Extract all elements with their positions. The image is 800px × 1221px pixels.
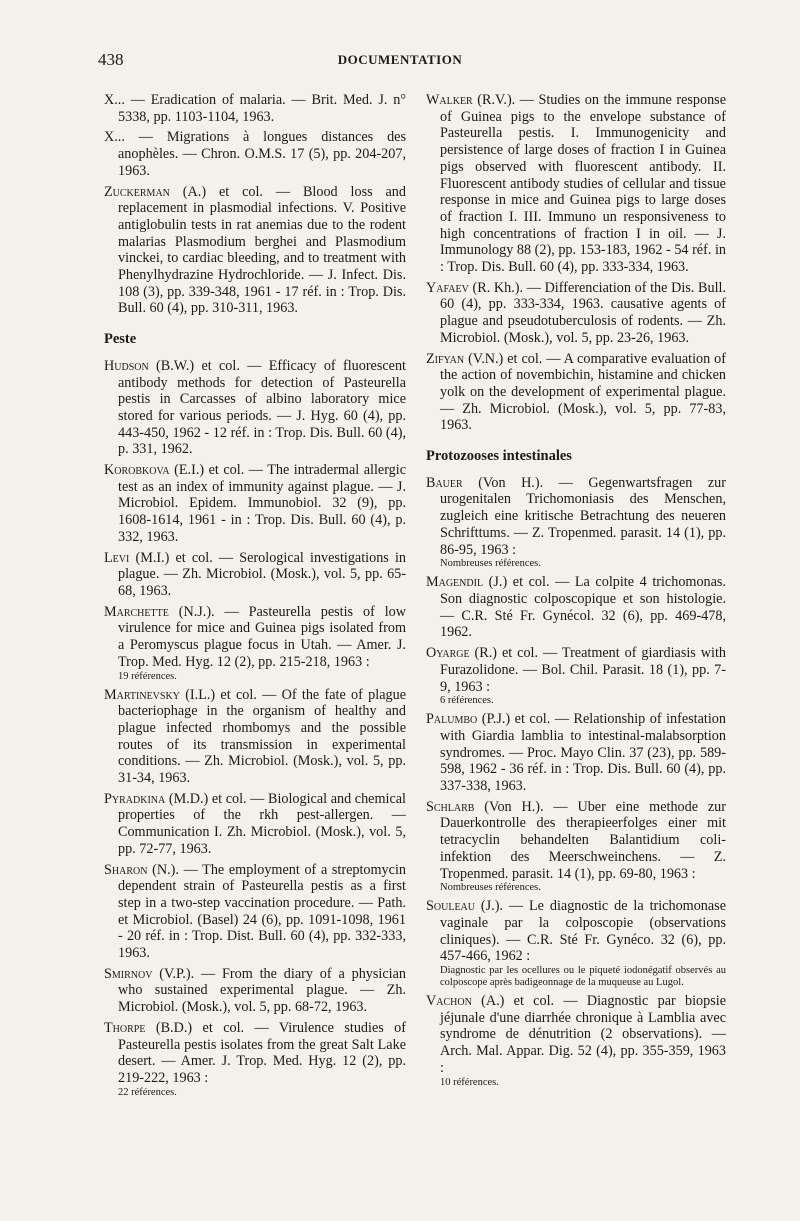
- entry-author: Walker: [426, 92, 473, 108]
- entry-text: (R.V.). — Studies on the immune response of Guinea pigs to the envelope substance of Pasteurella pestis. I. Immunogenicity and persistence of large doses of fraction I in Guinea pigs observed with fluorescent antibody. II. Fluorescent antibody studies of cellular and tissue response in mice and Guinea pigs to large doses of fraction I. III. Immuno un responsiveness to high concentrations of fraction I in oil. — J. Immunology 88 (2), pp. 153-183, 1962 - 54 réf. in : Trop. Dis. Bull. 60 (4), pp. 333-334, 1963.: [440, 92, 726, 276]
- section-heading-peste: Peste: [104, 331, 137, 348]
- entry-author: Magendil: [426, 574, 484, 591]
- entry-text: (P.J.) et col. — Relationship of infestation with Giardia lamblia to intestinal-malabsorption syndromes. — Proc. Mayo Clin. 37 (23), pp. 589-598, 1962 - 36 réf. in : Trop. Dis. Bull. 60 (4), pp. 337-338, 1963.: [440, 711, 726, 795]
- entry-author: Zifyan: [426, 350, 465, 367]
- section-heading-protozooses: Protozooses intestinales: [426, 448, 572, 465]
- bibliography-entry: [104, 184, 406, 318]
- bibliography-entry: [104, 129, 406, 179]
- bibliography-entry: [104, 550, 406, 600]
- entry-note: Nombreuses références.: [440, 882, 541, 894]
- entry-text: (Von H.). — Uber eine methode zur Dauerkontrolle des therapieerfolges einer mit tetracyclin behandelten Balantidium coli-infektion des Meerschweinchens. — Z. Tropenmed. parasit. 14 (1), pp. 69-80, 1963 :: [440, 798, 726, 882]
- entry-author: Levi: [104, 549, 130, 566]
- entry-text: (Von H.). — Gegenwartsfragen zur urogenitalen Trichomoniasis des Menschen, zugleich eine kritische Betrachtung des neueren Schrifttums. — Z. Tropenmed. parasit. 14 (1), pp. 86-95, 1963 :: [440, 474, 726, 558]
- entry-author: Bauer: [426, 474, 463, 491]
- entries-peste-continued: [426, 92, 726, 434]
- entry-note: 6 références.: [440, 695, 494, 707]
- bibliography-entry: [426, 645, 726, 707]
- entry-text: (R.) et col. — Treatment of giardiasis with Furazolidone. — Bol. Chil. Parasit. 18 (1), pp. 7-9, 1963 :: [440, 645, 726, 695]
- bibliography-entry: [426, 475, 726, 571]
- entry-text: (M.D.) et col. — Biological and chemical properties of the rkh pest-allergen. — Communication I. Zh. Microbiol. (Mosk.), vol. 5, pp. 72-77, 1963.: [118, 790, 406, 857]
- entry-text: X... — Migrations à longues distances des anophèles. — Chron. O.M.S. 17 (5), pp. 204-207, 1963.: [104, 129, 406, 179]
- entry-text: (V.P.). — From the diary of a physician who sustained experimental plague. — Zh. Microbiol. (Mosk.), vol. 5, pp. 68-72, 1963.: [118, 965, 406, 1016]
- entry-note: 19 références.: [118, 670, 177, 682]
- bibliography-entry: [426, 993, 726, 1089]
- entry-author: Pyradkina: [104, 790, 166, 807]
- bibliography-entry: [426, 574, 726, 641]
- entries-malaria: [104, 92, 406, 317]
- entry-author: Schlarb: [426, 798, 475, 815]
- entry-author: Smirnov: [104, 965, 153, 982]
- running-head: DOCUMENTATION: [337, 52, 463, 67]
- bibliography-entry: [104, 966, 406, 1016]
- entry-text: (E.I.) et col. — The intradermal allergic test as an index of immunity against plague. — J. Microbiol. Epidem. Immunobiol. 32 (9), pp. 1608-1614, 1961 - in : Trop. Dis. Bull. 60 (4), p. 332, 1963.: [118, 462, 406, 545]
- entry-author: Souleau: [426, 898, 475, 915]
- entry-text: (I.L.) et col. — Of the fate of plague bacteriophage in the organism of healthy and plague infected rhombomys and the possible routes of its transmission in experimental conditions. — Zh. Microbiol. (Mosk.), vol. 5, pp. 31-34, 1963.: [118, 686, 406, 787]
- bibliography-entry: [426, 799, 726, 895]
- entry-text: (A.) et col. — Diagnostic par biopsie jéjunale d'une diarrhée chronique à Lamblia avec syndrome de dénutrition (2 observations). — Arch. Mal. Appar. Dig. 52 (4), pp. 355-359, 1963 :: [440, 993, 726, 1076]
- bibliography-entry: [104, 462, 406, 546]
- bibliography-entry: [104, 862, 406, 962]
- bibliography-entry: [104, 604, 406, 683]
- entry-author: Thorpe: [104, 1019, 146, 1036]
- bibliography-entry: [426, 351, 726, 435]
- bibliography-entry: [104, 791, 406, 858]
- entry-author: Sharon: [104, 861, 148, 878]
- bibliography-entry: [104, 92, 406, 125]
- bibliography-entry: [426, 711, 726, 795]
- entries-peste: [104, 358, 406, 1099]
- entry-text: (B.W.) et col. — Efficacy of fluorescent antibody methods for detection of Pasteurella pestis in Carcasses of albino laboratory mice stored for various periods. — J. Hyg. 60 (4), pp. 443-450, 1962 - 12 réf. in : Trop. Dis. Bull. 60 (4), p. 331, 1962.: [118, 357, 406, 458]
- left-column: [104, 92, 406, 1103]
- entry-author: Zuckerman: [104, 183, 170, 200]
- entry-author: Hudson: [104, 357, 149, 374]
- entry-text: (N.). — The employment of a streptomycin dependent strain of Pasteurella pestis as a first step in a two-step vaccination procedure. — Path. et Microbiol. (Basel) 24 (6), pp. 1091-1098, 1961 - 20 réf. in : Trop. Dist. Bull. 60 (4), pp. 332-333, 1963.: [118, 861, 406, 962]
- entry-author: Marchette: [104, 603, 169, 620]
- bibliography-entry: [104, 1020, 406, 1099]
- entry-author: Martinevsky: [104, 686, 180, 703]
- bibliography-entry: [104, 358, 406, 458]
- entry-note: 22 références.: [118, 1086, 177, 1098]
- bibliography-entry: [426, 280, 726, 347]
- entry-text: (J.) et col. — La colpite 4 trichomonas. Son diagnostic colposcopique et son histologie. — C.R. Sté Fr. Gynécol. 32 (6), pp. 469-478, 1962.: [440, 574, 726, 641]
- entry-text: (N.J.). — Pasteurella pestis of low virulence for mice and Guinea pigs isolated from a Peromyscus plague focus in Utah. — Amer. J. Trop. Med. Hyg. 12 (2), pp. 215-218, 1963 :: [118, 603, 406, 670]
- entry-note: Nombreuses références.: [440, 558, 541, 570]
- entry-note: 10 références.: [440, 1076, 499, 1088]
- page-number: 438: [98, 50, 124, 69]
- entry-author: Palumbo: [426, 711, 478, 728]
- entry-text: (V.N.) et col. — A comparative evaluation of the action of novembichin, histamine and chicken yolk on the development of experimental plague. — Zh. Microbiol. (Mosk.), vol. 5, pp. 77-83, 1963.: [440, 350, 726, 434]
- entry-author: Oyarge: [426, 645, 470, 662]
- bibliography-entry: [426, 92, 726, 276]
- entry-text: (A.) et col. — Blood loss and replacement in plasmodial infections. V. Positive antiglobulin tests in rat anemias due to the rodent malarias Plasmodium berghei and Plasmodium vinckei, to cardiac bleeding, and to treatment with Phenylhydrazine Hydrochloride. — J. Infect. Dis. 108 (3), pp. 339-348, 1961 - 17 réf. in : Trop. Dis. Bull. 60 (4), pp. 310-311, 1963.: [118, 183, 406, 317]
- bibliography-entry: [426, 898, 726, 989]
- entry-note: Diagnostic par les ocellures ou le piqueté iodonégatif observés au colposcope après badigeonnage de la muqueuse au Lugol.: [440, 965, 726, 989]
- entry-text: X... — Eradication of malaria. — Brit. Med. J. n° 5338, pp. 1103-1104, 1963.: [104, 92, 406, 125]
- entries-protozooses: [426, 475, 726, 1089]
- right-column: [426, 92, 726, 1093]
- entry-author: Yafaev: [426, 279, 469, 296]
- entry-author: Korobkova: [104, 462, 170, 479]
- entry-text: (J.). — Le diagnostic de la trichomonase vaginale par la colposcopie (observations cliniques). — C.R. Sté Fr. Gynéco. 32 (6), pp. 457-466, 1962 :: [440, 898, 726, 965]
- entry-text: (M.I.) et col. — Serological investigations in plague. — Zh. Microbiol. (Mosk.), vol. 5, pp. 65-68, 1963.: [118, 549, 406, 599]
- entry-text: (R. Kh.). — Differenciation of the Dis. Bull. 60 (4), pp. 333-334, 1963. causative agents of plague and pseudotuberculosis of rodents. — Zh. Microbiol. (Mosk.), vol. 5, pp. 23-26, 1963.: [440, 279, 726, 346]
- entry-author: Vachon: [426, 993, 472, 1010]
- entry-text: (B.D.) et col. — Virulence studies of Pasteurella pestis isolates from the great Salt Lake desert. — Amer. J. Trop. Med. Hyg. 12 (2), pp. 219-222, 1963 :: [118, 1019, 406, 1086]
- bibliography-entry: [104, 687, 406, 787]
